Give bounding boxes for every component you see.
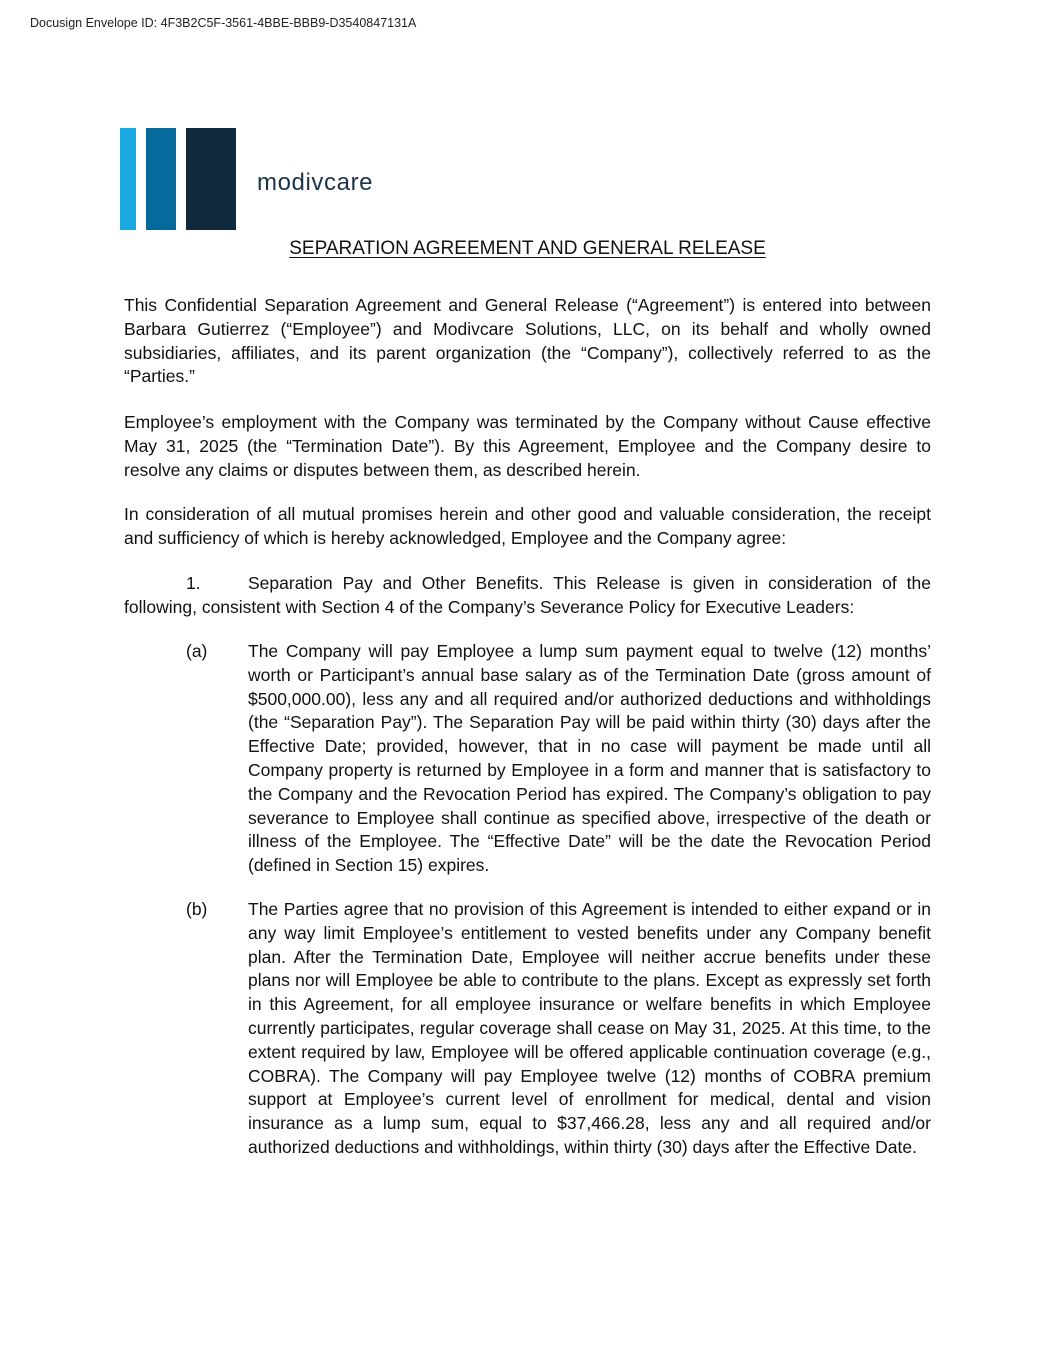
subsection-a xyxy=(124,640,931,878)
consideration-paragraph: In consideration of all mutual promises herein and other good and valuable consideration, the receipt and sufficiency of which is hereby acknowledged, Employee and the Company agree: xyxy=(124,504,931,548)
document-title: SEPARATION AGREEMENT AND GENERAL RELEASE xyxy=(289,238,766,259)
intro-paragraph: This Confidential Separation Agreement and General Release (“Agreement”) is entered into between Barbara Gutierrez (“Employee”) and Modivcare Solutions, LLC, on its behalf and wholly owned subsidiaries, affiliates, and its parent organization (the “Company”), collectively referred to as the “Parties.” xyxy=(124,295,931,387)
docusign-envelope-id: Docusign Envelope ID: 4F3B2C5F-3561-4BBE-BBB9-D3540847131A xyxy=(30,16,417,30)
logo-bar-light xyxy=(120,128,136,230)
logo-bar-mid xyxy=(146,128,176,230)
subsection-b-marker: (b) xyxy=(186,899,208,919)
subsection-a-text: The Company will pay Employee a lump sum payment equal to twelve (12) months’ worth or Participant’s annual base salary as of the Termination Date (gross amount of $500,000.00), less any and all required and/or authorized deductions and withholdings (the “Separation Pay”). The Separation Pay will be paid within thirty (30) days after the Effective Date; provided, however, that in no case will payment be made until all Company property is returned by Employee in a form and manner that is satisfactory to the Company and the Revocation Period has expired. The Company’s obligation to pay severance to Employee shall continue as specified above, irrespective of the death or illness of the Employee. The “Effective Date” will be the date the Revocation Period (defined in Section 15) expires. xyxy=(248,641,931,876)
section-1 xyxy=(124,572,931,620)
logo-wordmark: modivcare xyxy=(257,169,374,196)
section-1-number: 1. xyxy=(186,573,201,593)
subsection-b xyxy=(124,898,931,1160)
logo-bar-dark xyxy=(186,128,236,230)
subsection-a-marker: (a) xyxy=(186,641,208,661)
subsection-b-text: The Parties agree that no provision of this Agreement is intended to either expand or in any way limit Employee’s entitlement to vested benefits under any Company benefit plan. After the Termination Date, Employee will neither accrue benefits under these plans nor will Employee be able to contribute to the plans. Except as expressly set forth in this Agreement, for all employee insurance or welfare benefits in which Employee currently participates, regular coverage shall cease on May 31, 2025. At this time, to the extent required by law, Employee will be offered applicable continuation coverage (e.g., COBRA). The Company will pay Employee twelve (12) months of COBRA premium support at Employee’s current level of enrollment for medical, dental and vision insurance as a lump sum, equal to $37,466.28, less any and all required and/or authorized deductions and withholdings, within thirty (30) days after the Effective Date. xyxy=(248,899,931,1157)
section-1-text: Separation Pay and Other Benefits. This Release is given in consideration of the following, consistent with Section 4 of the Company’s Severance Policy for Executive Leaders: xyxy=(124,573,931,617)
termination-paragraph: Employee’s employment with the Company was terminated by the Company without Cause effective May 31, 2025 (the “Termination Date”). By this Agreement, Employee and the Company desire to resolve any claims or disputes between them, as described herein. xyxy=(124,412,931,480)
company-logo xyxy=(120,128,420,232)
